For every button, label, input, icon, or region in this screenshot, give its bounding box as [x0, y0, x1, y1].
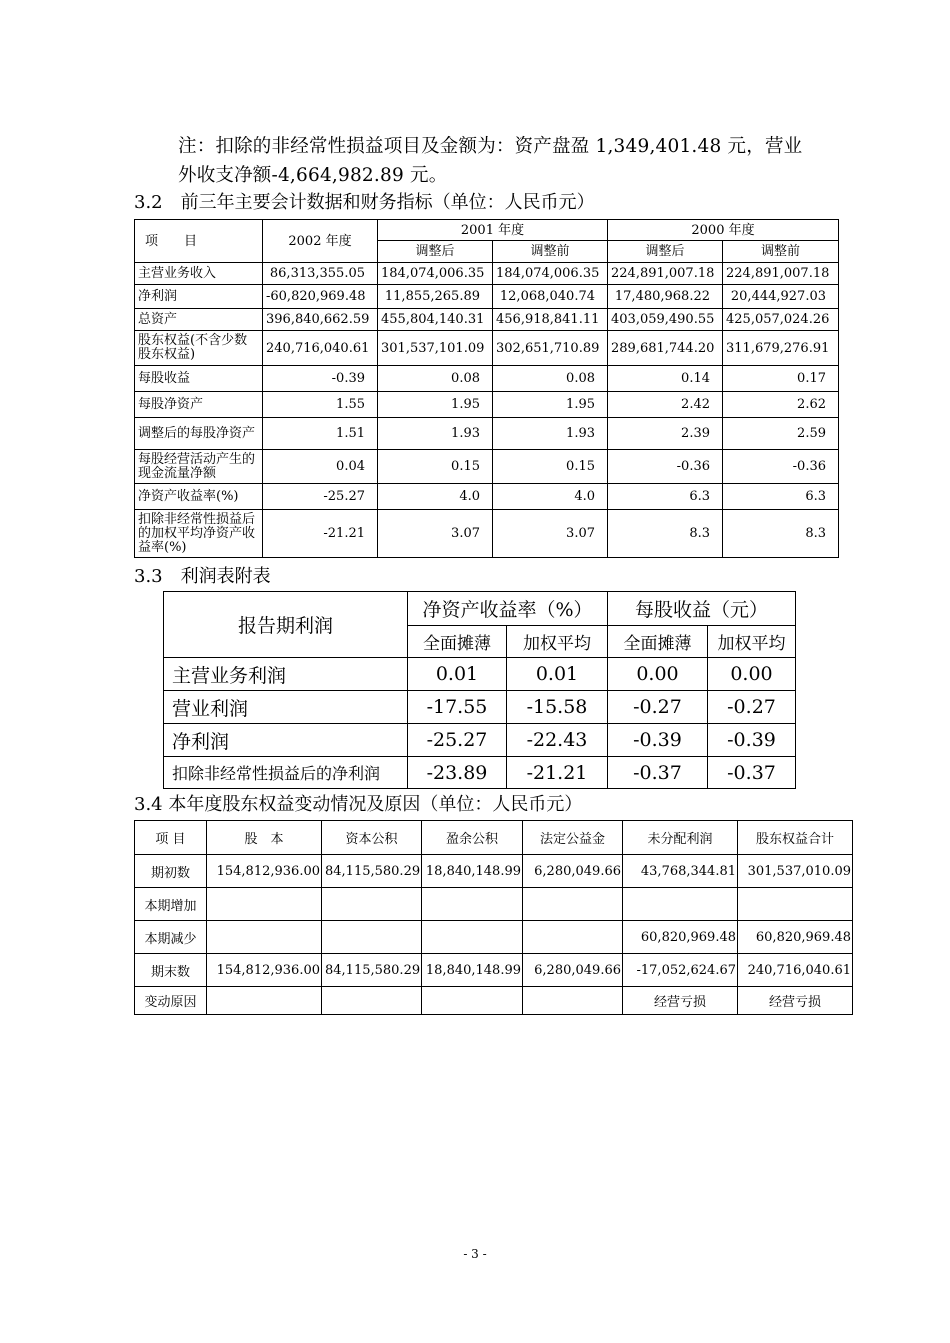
cell: 经营亏损 — [623, 987, 738, 1015]
table-row — [135, 450, 839, 484]
cell: 8.3 — [608, 510, 723, 558]
cell: -0.37 — [608, 757, 708, 789]
cell: 0.01 — [507, 658, 608, 691]
cell: 18,840,148.99 — [422, 954, 523, 987]
cell: 43,768,344.81 — [623, 855, 738, 888]
table-row — [135, 954, 853, 987]
cell: 0.08 — [378, 366, 493, 392]
cell: 301,537,010.09 — [738, 855, 853, 888]
note-line-2: 外收支净额-4,664,982.89 元。 — [178, 165, 448, 186]
cell: 311,679,276.91 — [723, 331, 839, 366]
cell — [207, 987, 322, 1015]
row-label: 净资产收益率(%) — [135, 484, 263, 510]
row-label: 主营业务收入 — [135, 263, 263, 285]
table-row — [164, 691, 796, 724]
cell: 2.59 — [723, 418, 839, 450]
cell: 6,280,049.66 — [523, 954, 623, 987]
cell: 2.39 — [608, 418, 723, 450]
table-row — [135, 418, 839, 450]
section-3-2-title: 3.2 前三年主要会计数据和财务指标（单位：人民币元） — [134, 192, 595, 213]
cell: 17,480,968.22 — [608, 285, 723, 309]
cell — [523, 888, 623, 921]
cell: -15.58 — [507, 691, 608, 724]
cell: 0.00 — [708, 658, 796, 691]
cell: -23.89 — [408, 757, 507, 789]
cell: 6.3 — [608, 484, 723, 510]
cell: -17.55 — [408, 691, 507, 724]
header-surplus-reserve: 盈余公积 — [422, 821, 523, 855]
row-label: 每股经营活动产生的现金流量净额 — [135, 450, 263, 484]
cell: 1.51 — [263, 418, 378, 450]
cell: 6,280,049.66 — [523, 855, 623, 888]
cell — [322, 987, 422, 1015]
header-2000-adjusted: 调整后 — [608, 241, 723, 263]
cell: 60,820,969.48 — [738, 921, 853, 954]
cell: 60,820,969.48 — [623, 921, 738, 954]
cell: 425,057,024.26 — [723, 309, 839, 331]
header-statutory-welfare-fund: 法定公益金 — [523, 821, 623, 855]
cell: 0.00 — [608, 658, 708, 691]
cell: 8.3 — [723, 510, 839, 558]
cell: 396,840,662.59 — [263, 309, 378, 331]
cell: 224,891,007.18 — [723, 263, 839, 285]
table-row — [135, 309, 839, 331]
cell: 11,855,265.89 — [378, 285, 493, 309]
table-row — [135, 921, 853, 954]
row-label: 营业利润 — [164, 691, 408, 724]
cell: 4.0 — [378, 484, 493, 510]
table-row — [135, 855, 853, 888]
table-row — [164, 724, 796, 757]
cell: 154,812,936.00 — [207, 954, 322, 987]
cell — [207, 888, 322, 921]
cell: -17,052,624.67 — [623, 954, 738, 987]
cell: 184,074,006.35 — [493, 263, 608, 285]
row-label: 主营业务利润 — [164, 658, 408, 691]
cell — [422, 987, 523, 1015]
header-report-period-profit: 报告期利润 — [164, 592, 408, 658]
section-3-3-title: 3.3 利润表附表 — [134, 566, 271, 587]
cell: 240,716,040.61 — [263, 331, 378, 366]
cell: 20,444,927.03 — [723, 285, 839, 309]
header-2001-unadjusted: 调整前 — [493, 241, 608, 263]
row-label: 扣除非经常性损益后的加权平均净资产收益率(%) — [135, 510, 263, 558]
cell: 302,651,710.89 — [493, 331, 608, 366]
cell: -60,820,969.48 — [263, 285, 378, 309]
cell — [738, 888, 853, 921]
cell: 6.3 — [723, 484, 839, 510]
row-label: 变动原因 — [135, 987, 207, 1015]
cell — [623, 888, 738, 921]
cell: 1.93 — [493, 418, 608, 450]
cell: -22.43 — [507, 724, 608, 757]
table-row — [135, 484, 839, 510]
cell: 455,804,140.31 — [378, 309, 493, 331]
cell: 289,681,744.20 — [608, 331, 723, 366]
header-eps: 每股收益（元） — [608, 592, 796, 626]
cell: -0.39 — [608, 724, 708, 757]
cell: 0.01 — [408, 658, 507, 691]
header-2002: 2002 年度 — [263, 220, 378, 263]
cell: -0.37 — [708, 757, 796, 789]
row-label: 期初数 — [135, 855, 207, 888]
cell: 18,840,148.99 — [422, 855, 523, 888]
row-label: 扣除非经常性损益后的净利润 — [164, 757, 408, 789]
header-item: 项 目 — [135, 220, 263, 263]
cell — [523, 921, 623, 954]
cell: 0.15 — [493, 450, 608, 484]
cell: -25.27 — [263, 484, 378, 510]
header-2001: 2001 年度 — [378, 220, 608, 241]
header-2000: 2000 年度 — [608, 220, 839, 241]
cell — [207, 921, 322, 954]
header-roe: 净资产收益率（%） — [408, 592, 608, 626]
cell: 1.95 — [493, 392, 608, 418]
cell: 0.08 — [493, 366, 608, 392]
cell: 1.93 — [378, 418, 493, 450]
table-row — [135, 366, 839, 392]
table-row — [135, 331, 839, 366]
table-row — [164, 757, 796, 789]
cell: 4.0 — [493, 484, 608, 510]
cell: -21.21 — [507, 757, 608, 789]
cell — [422, 921, 523, 954]
cell — [523, 987, 623, 1015]
table-row — [135, 263, 839, 285]
cell: -25.27 — [408, 724, 507, 757]
cell — [322, 888, 422, 921]
page-number: - 3 - — [463, 1247, 487, 1261]
cell: 2.42 — [608, 392, 723, 418]
cell: -0.39 — [708, 724, 796, 757]
table-row — [135, 510, 839, 558]
cell: 224,891,007.18 — [608, 263, 723, 285]
row-label: 调整后的每股净资产 — [135, 418, 263, 450]
header-share-capital: 股 本 — [207, 821, 322, 855]
cell: 84,115,580.29 — [322, 855, 422, 888]
cell: 0.17 — [723, 366, 839, 392]
cell: 0.14 — [608, 366, 723, 392]
header-roe-weighted: 加权平均 — [507, 626, 608, 658]
cell — [322, 921, 422, 954]
cell: 301,537,101.09 — [378, 331, 493, 366]
row-label: 每股净资产 — [135, 392, 263, 418]
cell: 3.07 — [493, 510, 608, 558]
cell: -0.36 — [608, 450, 723, 484]
cell: 经营亏损 — [738, 987, 853, 1015]
equity-changes-table — [134, 820, 853, 1015]
table-row — [135, 888, 853, 921]
header-item: 项 目 — [135, 821, 207, 855]
table-row — [164, 658, 796, 691]
row-label: 期末数 — [135, 954, 207, 987]
row-label: 本期减少 — [135, 921, 207, 954]
cell: 12,068,040.74 — [493, 285, 608, 309]
table-row — [135, 987, 853, 1015]
cell: 2.62 — [723, 392, 839, 418]
cell: 86,313,355.05 — [263, 263, 378, 285]
cell: 3.07 — [378, 510, 493, 558]
note-paragraph — [178, 132, 828, 190]
cell: 1.55 — [263, 392, 378, 418]
table-row — [135, 392, 839, 418]
header-total-equity: 股东权益合计 — [738, 821, 853, 855]
cell: 1.95 — [378, 392, 493, 418]
cell: 0.04 — [263, 450, 378, 484]
row-label: 本期增加 — [135, 888, 207, 921]
cell: 84,115,580.29 — [322, 954, 422, 987]
header-undistributed-profit: 未分配利润 — [623, 821, 738, 855]
row-label: 净利润 — [135, 285, 263, 309]
header-eps-weighted: 加权平均 — [708, 626, 796, 658]
cell: 456,918,841.11 — [493, 309, 608, 331]
section-3-4-title: 3.4 本年度股东权益变动情况及原因（单位：人民币元） — [134, 794, 583, 815]
header-capital-reserve: 资本公积 — [322, 821, 422, 855]
header-eps-full-diluted: 全面摊薄 — [608, 626, 708, 658]
header-roe-full-diluted: 全面摊薄 — [408, 626, 507, 658]
cell: -0.39 — [263, 366, 378, 392]
header-2000-unadjusted: 调整前 — [723, 241, 839, 263]
cell: -0.36 — [723, 450, 839, 484]
cell: 0.15 — [378, 450, 493, 484]
cell: 403,059,490.55 — [608, 309, 723, 331]
row-label: 总资产 — [135, 309, 263, 331]
cell: 154,812,936.00 — [207, 855, 322, 888]
cell: -21.21 — [263, 510, 378, 558]
financial-indicators-table — [134, 219, 839, 558]
row-label: 每股收益 — [135, 366, 263, 392]
cell: 240,716,040.61 — [738, 954, 853, 987]
income-statement-supplement-table — [163, 591, 796, 789]
table-row — [135, 285, 839, 309]
header-2001-adjusted: 调整后 — [378, 241, 493, 263]
note-line-1: 注：扣除的非经常性损益项目及金额为：资产盘盈 1,349,401.48 元，营业 — [178, 136, 803, 157]
cell — [422, 888, 523, 921]
row-label: 净利润 — [164, 724, 408, 757]
cell: -0.27 — [608, 691, 708, 724]
cell: -0.27 — [708, 691, 796, 724]
row-label: 股东权益(不含少数股东权益) — [135, 331, 263, 366]
cell: 184,074,006.35 — [378, 263, 493, 285]
